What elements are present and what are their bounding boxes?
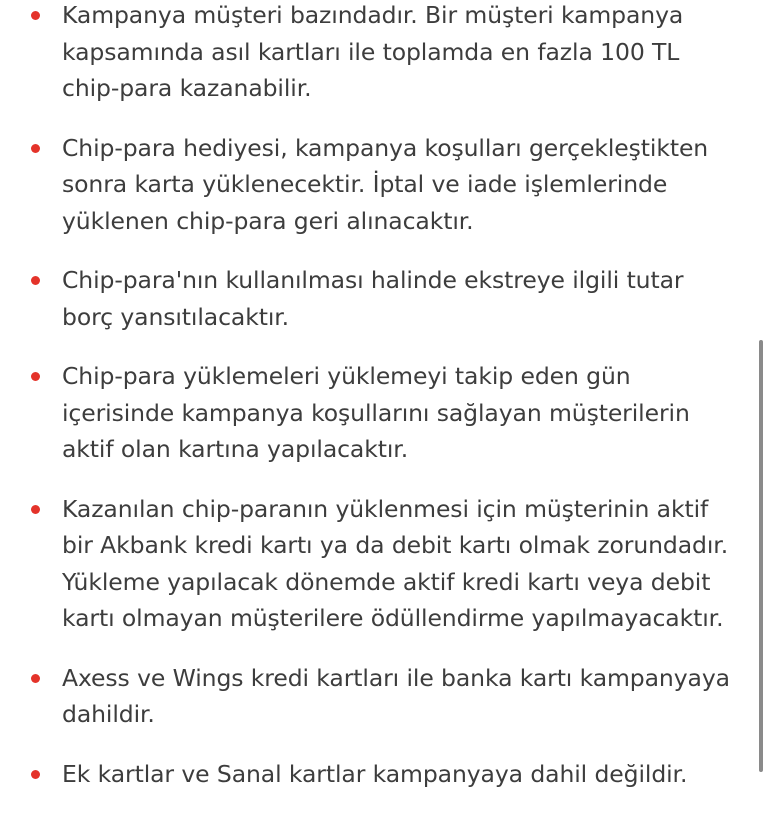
bullet-icon: [31, 276, 40, 285]
term-line: chip-para kazanabilir.: [62, 74, 312, 102]
list-item: [0, 0, 768, 107]
term-line: Chip-para hediyesi, kampanya koşulları gerçekleştikten: [62, 133, 709, 162]
term-line: dahildir.: [62, 700, 155, 728]
term-line: kartı olmayan müşterilere ödüllendirme yapılmayacaktır.: [62, 604, 724, 632]
term-text: [62, 0, 738, 107]
term-text: [62, 358, 738, 468]
term-line: Axess ve Wings kredi kartları ile banka kartı kampanyaya: [62, 663, 730, 692]
list-item: [0, 756, 768, 793]
term-line: Kampanya müşteri bazındadır. Bir müşteri kampanya: [62, 1, 684, 29]
bullet-icon: [31, 505, 40, 514]
vertical-scrollbar[interactable]: [759, 340, 763, 772]
term-line: aktif olan kartına yapılacaktır.: [62, 435, 409, 463]
list-item: [0, 491, 768, 637]
bullet-icon: [31, 770, 40, 779]
term-text: [62, 130, 738, 240]
list-item: [0, 262, 768, 335]
term-line: Chip-para'nın kullanılması halinde ekstreye ilgili tutar: [62, 266, 684, 294]
term-text: [62, 491, 738, 637]
term-line: yüklenen chip-para geri alınacaktır.: [62, 206, 474, 235]
bullet-icon: [31, 144, 40, 153]
bullet-icon: [31, 11, 40, 20]
term-line: Ek kartlar ve Sanal kartlar kampanyaya dahil değildir.: [62, 759, 688, 788]
term-line: Yükleme yapılacak dönemde aktif kredi kartı veya debit: [62, 567, 711, 596]
term-line: içerisinde kampanya koşullarını sağlayan müşterilerin: [62, 398, 690, 427]
list-item: [0, 130, 768, 240]
term-text: [62, 756, 738, 793]
term-line: borç yansıtılacaktır.: [62, 302, 290, 331]
bullet-icon: [31, 372, 40, 381]
list-item: [0, 358, 768, 468]
term-line: sonra karta yüklenecektir. İptal ve iade işlemlerinde: [62, 170, 668, 198]
term-text: [62, 660, 738, 733]
bullet-icon: [31, 674, 40, 683]
term-line: bir Akbank kredi kartı ya da debit kartı olmak zorundadır.: [62, 531, 729, 559]
term-line: Chip-para yüklemeleri yüklemeyi takip eden gün: [62, 362, 631, 390]
list-item: [0, 660, 768, 733]
term-text: [62, 262, 738, 335]
term-line: kapsamında asıl kartları ile toplamda en fazla 100 TL: [62, 37, 680, 66]
term-line: Kazanılan chip-paranın yüklenmesi için müşterinin aktif: [62, 494, 709, 523]
